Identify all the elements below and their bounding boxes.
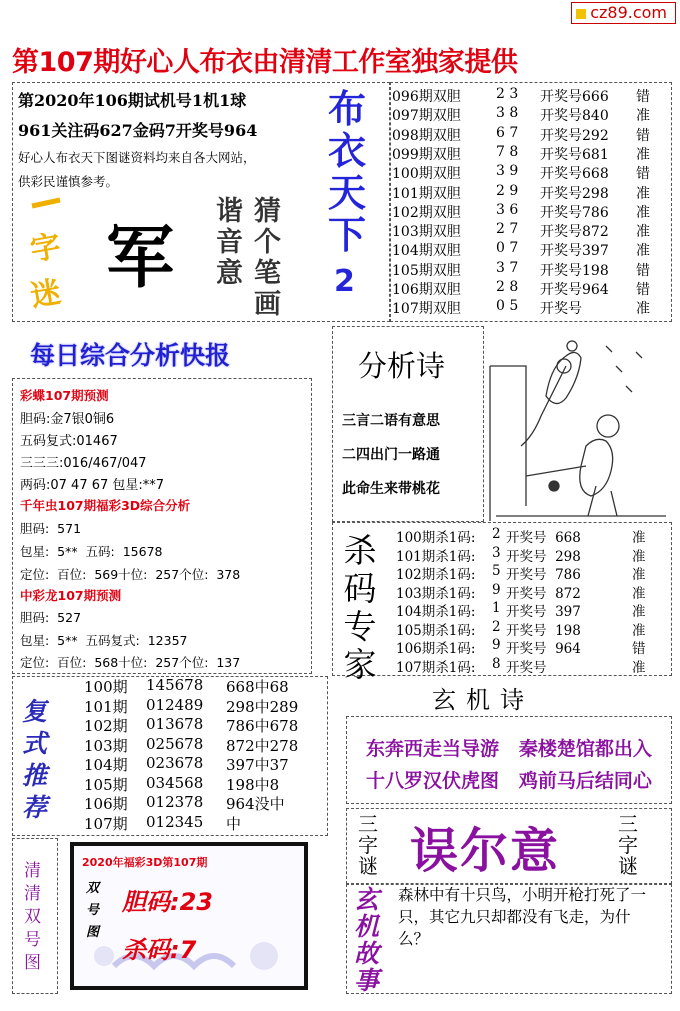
poem-line-2: 二四出门一路通 <box>342 447 440 463</box>
killcode-num: 3 <box>492 544 501 561</box>
double-pick-issue: 102期双胆 <box>392 204 461 221</box>
fushi-issue: 105期 <box>84 775 128 794</box>
svg-text:字: 字 <box>27 228 64 269</box>
shuanghao-head: 2020年福彩3D第107期 <box>82 856 208 869</box>
poem-heading: 分析诗 <box>358 349 446 383</box>
fushi-result: 668中68 <box>226 678 289 696</box>
killcode-result: 准 <box>632 567 646 583</box>
fushi-label: 复式推荐 <box>22 697 48 822</box>
double-pick-issue: 104期双胆 <box>392 243 461 260</box>
story-label: 玄机故事 <box>354 885 380 995</box>
fushi-nums: 145678 <box>146 676 204 694</box>
double-pick-result: 错 <box>636 127 650 144</box>
fushi-nums: 013678 <box>146 715 204 733</box>
killcode-issue: 100期杀1码: <box>396 530 476 546</box>
killcode-draw: 开奖号 <box>506 659 547 676</box>
fushi-issue: 106期 <box>84 795 128 813</box>
killcode-num: 9 <box>492 581 501 598</box>
double-pick-result: 准 <box>636 204 650 221</box>
shuanghao-sha: 杀码:7 <box>122 936 197 964</box>
double-pick-draw: 开奖号 <box>540 301 582 318</box>
double-pick-draw: 开奖号292 <box>540 127 609 144</box>
page-title: 第107期好心人布衣由清清工作室独家提供 <box>12 47 518 78</box>
double-pick-result: 错 <box>636 89 650 105</box>
killcode-issue: 101期杀1码: <box>396 548 476 565</box>
double-pick-draw: 开奖号198 <box>540 262 609 279</box>
double-pick-issue: 098期双胆 <box>392 127 461 144</box>
fushi-nums: 012489 <box>146 695 204 714</box>
zhongcai-line-3: 定位: 百位: 568十位: 257个位: 137 <box>20 655 241 670</box>
double-pick-nums: 2 8 <box>496 279 519 295</box>
double-pick-nums: 0 7 <box>496 240 519 257</box>
double-pick-issue: 101期双胆 <box>392 185 461 202</box>
fushi-issue: 104期 <box>84 756 128 774</box>
caidie-line-4: 两码:07 47 67 包星:**7 <box>20 478 165 493</box>
double-pick-draw: 开奖号872 <box>540 224 609 241</box>
fushi-result: 786中678 <box>226 717 299 735</box>
yizimi-char: 军 <box>106 218 175 298</box>
double-pick-nums: 3 7 <box>496 259 519 276</box>
double-pick-draw: 开奖号666 <box>540 89 609 105</box>
caidie-line-2: 五码复式:01467 <box>20 434 118 449</box>
caidie-head: 彩蝶107期预测 <box>20 388 109 403</box>
double-pick-result: 准 <box>636 185 650 202</box>
fushi-result: 397中37 <box>226 756 289 774</box>
killcode-num: 2 <box>492 618 501 635</box>
sanzimi-left: 三字谜 <box>358 812 378 878</box>
double-pick-issue: 107期双胆 <box>392 301 461 318</box>
qianniang-line-3: 定位: 百位: 569十位: 257个位: 378 <box>20 567 241 582</box>
yizimi-label <box>26 196 66 316</box>
killcode-draw: 开奖号 872 <box>506 585 581 602</box>
fushi-issue: 100期 <box>84 678 128 696</box>
killcode-result: 准 <box>632 585 646 602</box>
killcode-draw: 开奖号 668 <box>506 530 581 546</box>
double-pick-draw: 开奖号786 <box>540 204 609 221</box>
caigema-col2: 谐音意 <box>216 196 243 289</box>
killcode-issue: 105期杀1码: <box>396 622 476 639</box>
killcode-issue: 107期杀1码: <box>396 659 476 676</box>
double-pick-result: 错 <box>636 262 650 279</box>
double-pick-nums: 2 7 <box>496 221 519 238</box>
zhongcai-line-1: 胆码: 527 <box>20 610 82 625</box>
double-pick-issue: 096期双胆 <box>392 89 461 105</box>
killcode-num: 2 <box>492 526 501 542</box>
killcode-draw: 开奖号 964 <box>506 641 581 657</box>
fushi-result: 中 <box>226 814 242 833</box>
double-pick-issue: 099期双胆 <box>392 146 461 163</box>
fushi-result: 198中8 <box>226 775 280 794</box>
xuanji-line-2: 十八罗汉伏虎图 鸡前马后结同心 <box>366 770 652 792</box>
double-pick-issue: 106期双胆 <box>392 282 461 298</box>
site-badge[interactable] <box>571 2 676 24</box>
trial-line-2: 961关注码627金码7开奖号964 <box>18 121 258 140</box>
double-pick-issue: 097期双胆 <box>392 108 461 125</box>
killcode-draw: 开奖号 397 <box>506 604 581 620</box>
killcode-issue: 103期杀1码: <box>396 585 476 602</box>
double-pick-result: 错 <box>636 166 650 183</box>
logo-dot-icon <box>576 9 586 19</box>
trial-line-3: 好心人布衣天下图谜资料均来自各大网站， <box>18 150 256 165</box>
double-pick-result: 错 <box>636 282 650 298</box>
poem-line-3: 此命生来带桃花 <box>342 481 440 497</box>
killcode-draw: 开奖号 198 <box>506 622 581 639</box>
killcode-draw: 开奖号 786 <box>506 567 581 583</box>
sanzimi-right: 三字谜 <box>618 812 638 878</box>
killcode-result: 准 <box>632 604 646 620</box>
qingqing-label: 清清双号图 <box>24 861 41 973</box>
zhongcai-head: 中彩龙107期预测 <box>20 588 122 603</box>
double-pick-draw: 开奖号397 <box>540 243 609 260</box>
double-pick-nums: 3 6 <box>496 201 519 218</box>
shuanghao-side: 双号图 <box>86 881 100 940</box>
double-pick-nums: 3 8 <box>496 105 519 122</box>
killcode-num: 1 <box>492 600 501 616</box>
fushi-issue: 102期 <box>84 717 128 735</box>
killcode-issue: 104期杀1码: <box>396 604 476 620</box>
shuanghao-box <box>70 842 308 990</box>
fushi-issue: 103期 <box>84 736 128 755</box>
fushi-nums: 034568 <box>146 773 204 792</box>
caidie-line-1: 胆码:金7银0铜6 <box>20 412 115 427</box>
shuanghao-dan: 胆码:23 <box>122 888 213 916</box>
double-pick-issue: 103期双胆 <box>392 224 461 241</box>
killcode-num: 9 <box>492 637 501 653</box>
poem-line-1: 三言二语有意思 <box>342 413 440 429</box>
story-text: 森林中有十只鸟，小明开枪打死了一只，其它九只却都没有飞走，为什么？ <box>398 886 647 948</box>
fushi-result: 298中289 <box>226 697 299 716</box>
double-pick-result: 准 <box>636 301 650 318</box>
yizimi-label-art <box>26 196 66 316</box>
double-pick-nums: 0 5 <box>496 298 519 315</box>
qianniang-line-2: 包星: 5** 五码: 15678 <box>20 544 163 559</box>
xuanji-heading: 玄机诗 <box>432 686 534 714</box>
caigema-col1: 猜个笔画 <box>254 196 281 320</box>
double-pick-draw: 开奖号668 <box>540 166 609 183</box>
killcode-result: 准 <box>632 548 646 565</box>
killcode-heading: 杀码专家 <box>343 531 377 684</box>
double-pick-issue: 100期双胆 <box>392 166 461 183</box>
double-pick-draw: 开奖号840 <box>540 108 609 125</box>
fushi-nums: 023678 <box>146 754 204 772</box>
fushi-nums: 025678 <box>146 734 204 753</box>
fushi-nums: 012345 <box>146 812 204 831</box>
killcode-draw: 开奖号 298 <box>506 548 581 565</box>
double-pick-nums: 6 7 <box>496 124 519 141</box>
monk-illustration <box>486 326 672 522</box>
fushi-result: 964没中 <box>226 795 285 813</box>
killcode-result: 准 <box>632 622 646 639</box>
svg-text:迷: 迷 <box>27 274 64 315</box>
double-pick-nums: 7 8 <box>496 143 519 160</box>
trial-line-1: 第2020年106期试机号1机1球 <box>18 91 247 110</box>
daily-heading: 每日综合分析快报 <box>30 341 231 370</box>
double-pick-result: 准 <box>636 224 650 241</box>
double-pick-nums: 3 9 <box>496 163 519 180</box>
xuanji-line-1: 东奔西走当导游 秦楼楚馆都出入 <box>366 738 652 760</box>
brand-number: 2 <box>334 264 355 299</box>
double-pick-draw: 开奖号298 <box>540 185 609 202</box>
fushi-issue: 107期 <box>84 814 128 833</box>
killcode-num: 5 <box>492 563 501 579</box>
double-pick-nums: 2 3 <box>496 86 519 102</box>
killcode-result: 准 <box>632 530 646 546</box>
double-pick-result: 准 <box>636 146 650 163</box>
killcode-issue: 102期杀1码: <box>396 567 476 583</box>
killcode-result: 错 <box>632 641 646 657</box>
zhongcai-line-2: 包星: 5** 五码复式: 12357 <box>20 633 188 648</box>
double-pick-nums: 2 9 <box>496 182 519 199</box>
double-pick-draw: 开奖号681 <box>540 146 609 163</box>
site-url: cz89.com <box>590 3 667 22</box>
qianniang-line-1: 胆码: 571 <box>20 521 82 536</box>
caidie-line-3: 三三三:016/467/047 <box>20 456 147 471</box>
killcode-section <box>332 522 672 676</box>
double-pick-draw: 开奖号964 <box>540 282 609 298</box>
killcode-num: 8 <box>492 655 501 672</box>
trial-line-4: 供彩民谨慎参考。 <box>18 174 119 189</box>
fushi-result: 872中278 <box>226 736 299 755</box>
fushi-issue: 101期 <box>84 697 128 716</box>
double-pick-issue: 105期双胆 <box>392 262 461 279</box>
qianniang-head: 千年虫107期福彩3D综合分析 <box>20 498 191 513</box>
fushi-nums: 012378 <box>146 793 204 811</box>
killcode-issue: 106期杀1码: <box>396 641 476 657</box>
double-pick-result: 准 <box>636 243 650 260</box>
killcode-result: 准 <box>632 659 646 676</box>
monk-illustration-art <box>486 326 672 522</box>
double-pick-result: 准 <box>636 108 650 125</box>
sanzimi-center: 误尔意 <box>410 823 561 879</box>
brand-text: 布衣天下 <box>327 87 366 257</box>
